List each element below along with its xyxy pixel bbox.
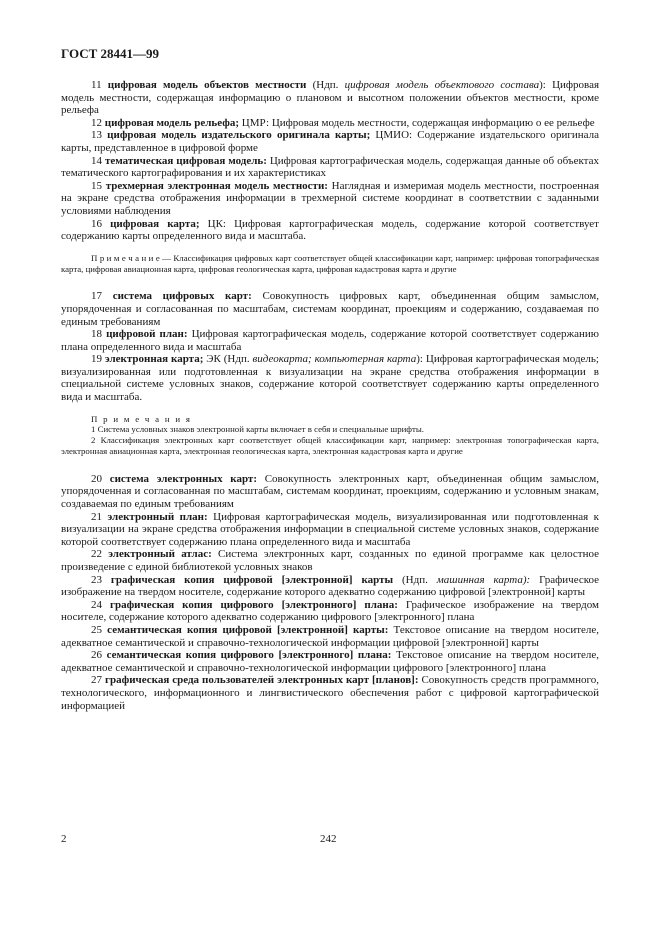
- term-name: электронная карта;: [104, 353, 204, 366]
- entries-11-16: [61, 79, 599, 243]
- term-definition: Цифровая картографическая модель, визуализированная или подготовленная к визуализации на экране средства отображения информации в специальной системе условных знаков, содержание которой соответствует содержанию плана определенного вида и масштаба: [61, 510, 600, 548]
- term-entry: [61, 574, 599, 599]
- term-number: 24: [91, 598, 102, 611]
- term-name: графическая копия цифрового [электронного] плана:: [109, 598, 398, 611]
- term-synonym-end: ):: [539, 79, 553, 91]
- notes-electronic-maps: [61, 414, 599, 457]
- term-name: цифровая модель издательского оригинала карты;: [107, 129, 371, 142]
- term-synonym-end: ):: [416, 353, 426, 366]
- notes-heading: П р и м е ч а н и я: [91, 413, 192, 424]
- term-name: семантическая копия цифровой [электронной] карты:: [107, 623, 389, 636]
- term-synonym: ЦМИО:: [370, 129, 418, 142]
- term-definition: Цифровая картографическая модель, содержащая данные об объектах тематического картографирования и их характеристиках: [61, 154, 600, 180]
- term-number: 14: [91, 154, 102, 167]
- term-name: система цифровых карт:: [112, 290, 252, 303]
- term-number: 27: [91, 674, 102, 687]
- term-number: 20: [91, 472, 102, 485]
- term-entry: [61, 353, 599, 403]
- term-number: 15: [91, 179, 102, 192]
- term-number: 23: [91, 573, 102, 586]
- term-nonrecommended: машинная карта):: [436, 573, 531, 586]
- term-entry: [61, 599, 599, 624]
- entries-20-27: [61, 473, 599, 712]
- term-synonym-end: [530, 574, 539, 586]
- term-entry: [61, 328, 599, 353]
- term-entry: [61, 674, 599, 712]
- term-synonym: ЦК:: [199, 217, 235, 230]
- term-definition: Совокупность средств программного, технологического, информационного и лингвистического обеспечения работ с цифровой картографической информацией: [61, 674, 600, 712]
- term-definition: Цифровая модель местности, содержащая информацию о ее рельефе: [271, 116, 595, 129]
- term-number: 21: [91, 510, 102, 523]
- term-number: 16: [91, 217, 102, 230]
- term-entry: [61, 511, 599, 549]
- term-name: система электронных карт:: [109, 472, 257, 485]
- document-header: ГОСТ 28441—99: [61, 46, 160, 61]
- term-synonym: [398, 599, 406, 611]
- term-number: 26: [91, 649, 102, 662]
- term-definition: Совокупность электронных карт, объединенная общим замыслом, упорядоченная и согласованная по масштабам, системам координат, проекциям, содержанию и условным знакам, создаваемая по единым требованиям: [61, 472, 600, 511]
- term-definition: Наглядная и измеримая модель местности, построенная на экране средства отображения информации в трехмерной системе координат в соответствии с заданными условиями наблюдения: [61, 179, 599, 217]
- term-name: цифровая модель объектов местности: [107, 79, 307, 91]
- term-entry: [61, 649, 599, 674]
- term-definition: Цифровая картографическая модель; визуализированная или подготовленная к визуализации на экране средства отображения информации в специальной системе условных знаков, содержание которой соответствует содержанию карты определенного вида и масштаба.: [61, 353, 599, 404]
- term-name: графическая копия цифровой [электронной] карты: [110, 573, 394, 586]
- note-classification-digital: [61, 253, 599, 275]
- term-synonym: ЭК (Ндп.: [203, 353, 253, 366]
- term-entry: [61, 180, 599, 218]
- note-item-2: 2 Классификация электронных карт соответствует общей классификации карт, например: электронная топографическая карта, электронная авиационная карта, электронная геологическая карта, электронная кадастровая карта и другие: [61, 435, 599, 457]
- entries-17-19: [61, 290, 599, 403]
- term-entry: [61, 117, 599, 130]
- term-synonym: [257, 473, 265, 485]
- term-definition: Совокупность цифровых карт, объединенная общим замыслом, упорядоченная и согласованная по масштабам, системам координат, проекциям и содержанию, создаваемая по единым требованиям: [61, 290, 599, 328]
- term-definition: Содержание издательского оригинала карты, представленное в цифровой форме: [61, 129, 599, 154]
- term-name: электронный атлас:: [108, 548, 212, 561]
- term-nonrecommended: видеокарта; компьютерная карта: [252, 353, 417, 366]
- term-name: трехмерная электронная модель местности:: [105, 179, 328, 192]
- term-synonym: (Ндп.: [306, 79, 345, 91]
- term-definition: Текстовое описание на твердом носителе, адекватное семантической и справочно-технологической информации цифровой [электронной] карты: [61, 623, 600, 649]
- term-name: цифровой план:: [106, 328, 188, 341]
- term-name: тематическая цифровая модель:: [104, 154, 267, 167]
- page-number-left: 2: [61, 833, 67, 845]
- term-entry: [61, 548, 599, 573]
- term-entry: [61, 624, 599, 649]
- term-number: 18: [91, 328, 102, 341]
- note-item-1: 1 Система условных знаков электронной карты включает в себя и специальные шрифты.: [91, 424, 424, 435]
- term-name: семантическая копия цифрового [электронного] плана:: [106, 649, 392, 662]
- term-entry: [61, 129, 599, 154]
- term-name: цифровая карта;: [110, 217, 200, 230]
- term-number: 25: [91, 623, 102, 636]
- term-definition: Цифровая модель местности, содержащая информацию о плановом и высотном положении объектов местности, кроме рельефа: [61, 79, 600, 117]
- term-definition: Цифровая картографическая модель, содержание которой соответствует содержанию карты определенного вида и масштаба.: [61, 217, 599, 243]
- term-name: графическая среда пользователей электронных карт [планов]:: [104, 674, 419, 687]
- term-definition: Графическое изображение на твердом носителе, содержание которого адекватно содержанию цифровой [электронной] карты: [61, 573, 600, 599]
- term-entry: [61, 290, 599, 328]
- term-nonrecommended: цифровая модель объектового состава: [344, 79, 540, 91]
- note-text: П р и м е ч а н и е — Классификация цифровых карт соответствует общей классификации карт, например: цифровая топографическая карта, цифровая авиационная карта, цифровая геологическая карта, цифровая кадастровая карта и другие: [61, 252, 599, 274]
- term-number: 12: [91, 116, 102, 129]
- term-entry: [61, 218, 599, 243]
- term-synonym: [252, 290, 263, 302]
- term-name: цифровая модель рельефа;: [104, 116, 240, 129]
- page-number-center: 242: [320, 833, 337, 845]
- term-number: 19: [91, 353, 102, 366]
- term-definition: Цифровая картографическая модель, содержание которой соответствует содержанию плана определенного вида и масштаба: [61, 328, 599, 353]
- term-definition: Графическое изображение на твердом носителе, содержание которого адекватно содержанию цифрового [электронного] плана: [61, 598, 600, 624]
- term-number: 13: [91, 129, 102, 142]
- term-synonym: (Ндп.: [393, 573, 437, 586]
- term-entry: [61, 473, 599, 511]
- term-definition: Система электронных карт, созданных по единой программе как целостное произведение с единой библиотекой условных знаков: [61, 548, 600, 573]
- term-number: 11: [91, 79, 102, 91]
- term-number: 17: [91, 290, 102, 303]
- term-entry: [61, 155, 599, 180]
- term-name: электронный план:: [107, 510, 208, 523]
- term-number: 22: [91, 548, 102, 561]
- document-body: [61, 79, 599, 712]
- term-definition: Текстовое описание на твердом носителе, адекватное семантической и справочно-технологической информации цифрового [электронного] плана: [61, 649, 600, 674]
- term-synonym: ЦМР:: [239, 116, 272, 129]
- term-entry: [61, 79, 599, 117]
